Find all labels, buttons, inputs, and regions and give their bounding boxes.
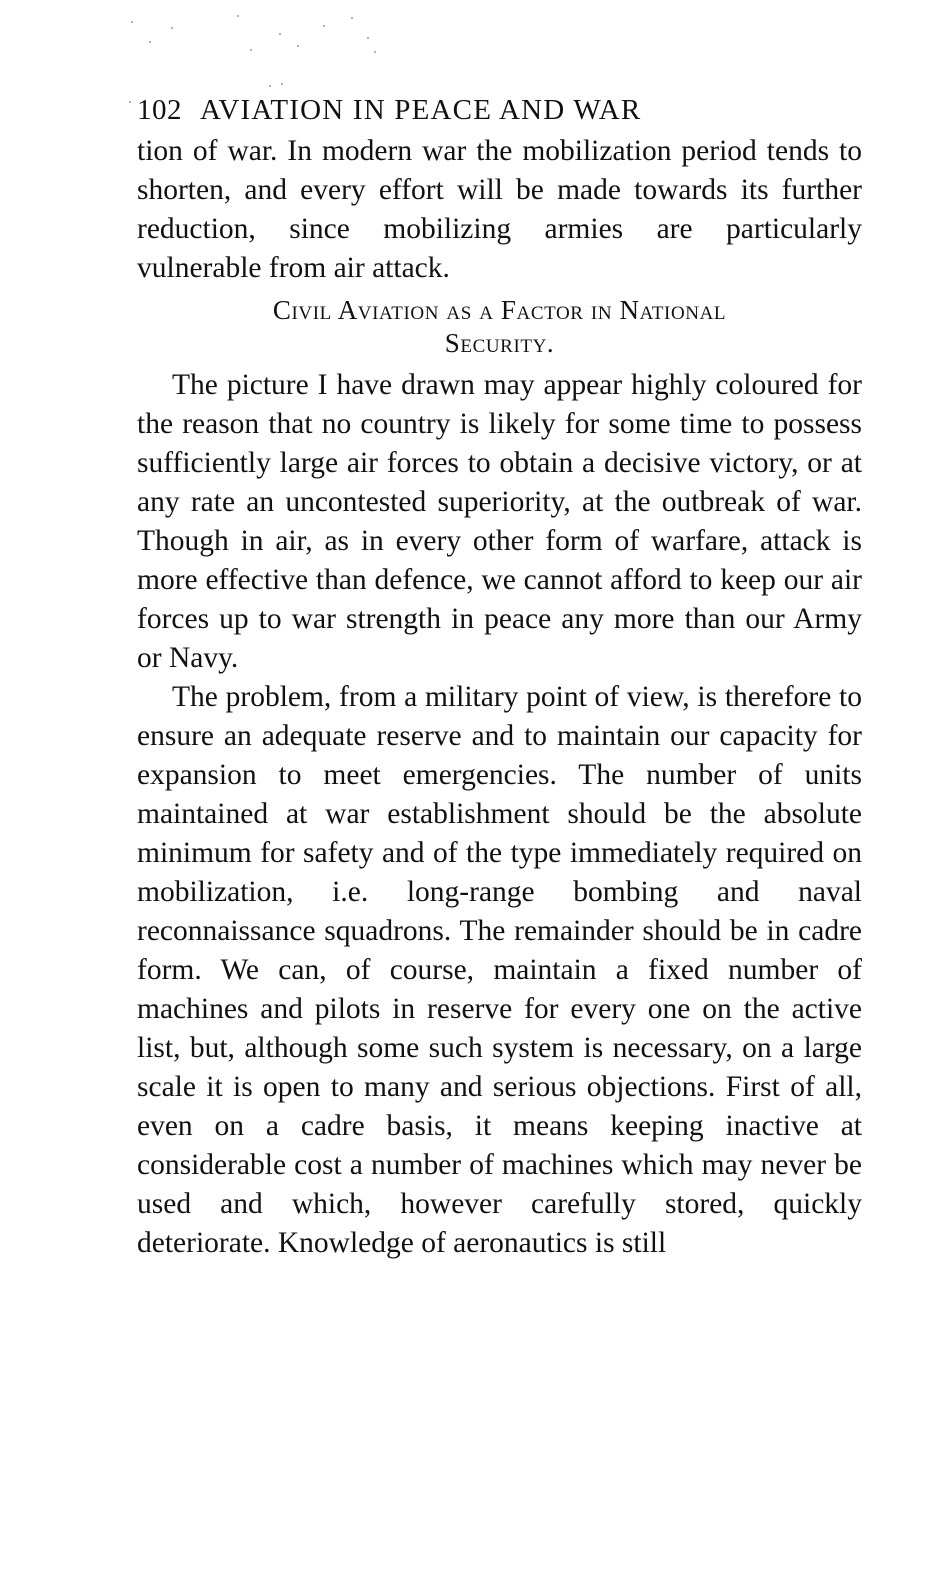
section-heading-line-1: Civil Aviation as a Factor in National <box>272 295 727 325</box>
paragraph-continued: tion of war. In modern war the mobilization period tends to shorten, and every effort will be made towards its further reduction, since mobilizing armies are particularly vulnerable from air attack. <box>137 135 862 284</box>
running-head <box>137 88 862 132</box>
page-number: 102 <box>137 94 182 126</box>
book-title: AVIATION IN PEACE AND WAR <box>200 94 642 126</box>
paragraph: The picture I have drawn may appear highly coloured for the reason that no country is likely for some time to possess sufficiently large air forces to obtain a decisive victory, or at any rate an uncontested superiority, at the outbreak of war. Though in air, as in every other form of warfare, attack is more effective than defence, we cannot afford to keep our air forces up to war strength in peace any more than our Army or Navy. <box>137 369 862 674</box>
book-page <box>137 88 862 1263</box>
page-body <box>137 132 862 1263</box>
section-heading-line-2: Security. <box>444 328 555 358</box>
section-heading <box>137 294 862 360</box>
paragraph: The problem, from a military point of view, is therefore to ensure an adequate reserve and to maintain our capacity for expansion to meet emergencies. The number of units maintained at war establishment should be the absolute minimum for safety and of the type immediately required on mobilization, i.e. long-range bombing and naval reconnaissance squadrons. The remainder should be in cadre form. We can, of course, maintain a fixed number of machines and pilots in reserve for every one on the active list, but, although some such system is necessary, on a large scale it is open to many and serious objections. First of all, even on a cadre basis, it means keeping inactive at considerable cost a number of machines which may never be used and which, however carefully stored, quickly deteriorate. Knowledge of aeronautics is still <box>137 681 862 1259</box>
